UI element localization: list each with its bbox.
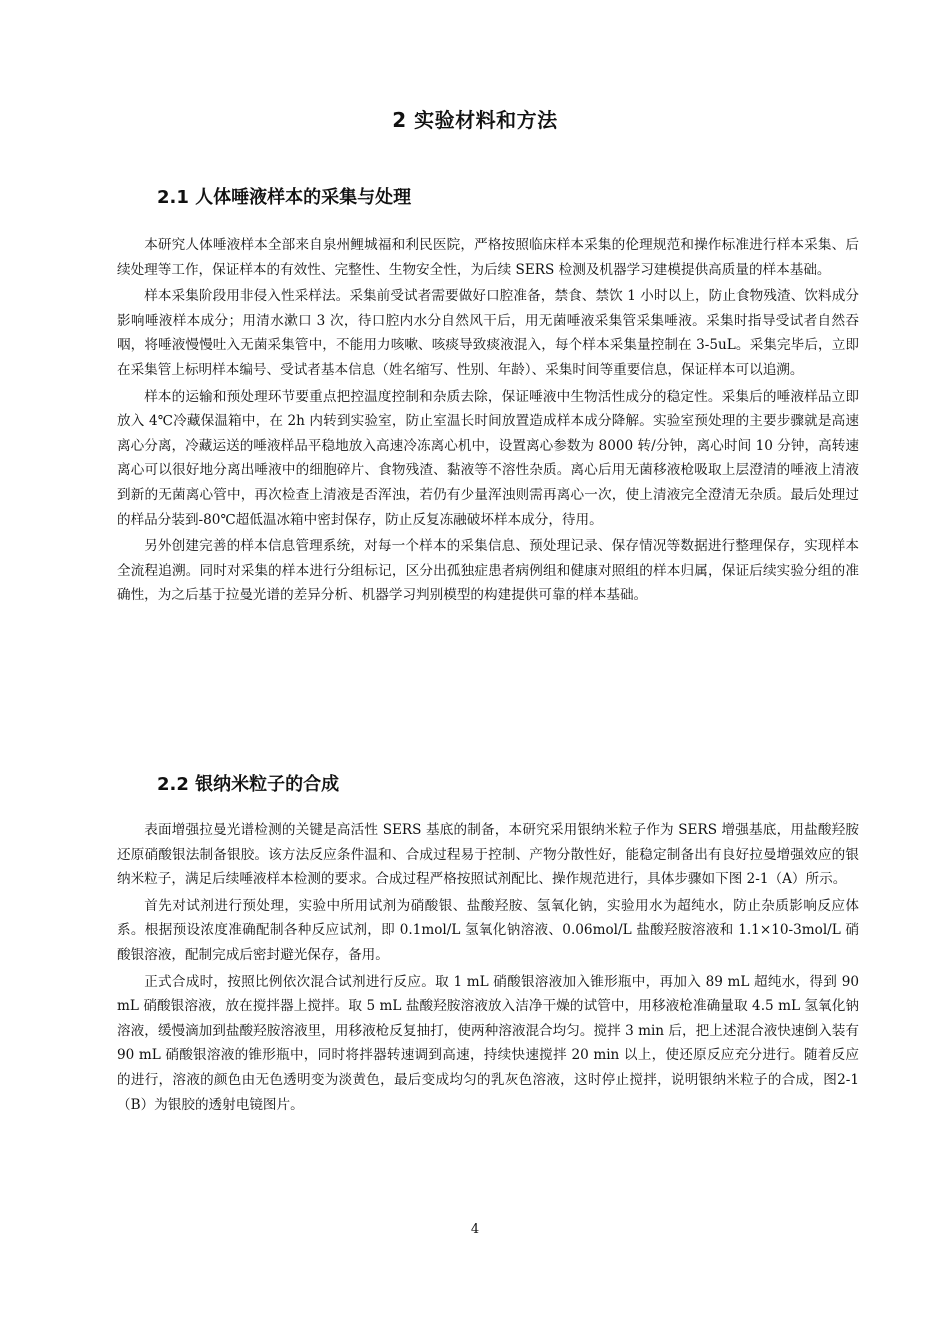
- section-body: [117, 233, 859, 610]
- section-body: [117, 818, 859, 1119]
- body-paragraph: 首先对试剂进行预处理，实验中所用试剂为硝酸银、盐酸羟胺、氢氧化钠，实验用水为超纯水，防止杂质影响反应体系。根据预设浓度准确配制各种反应试剂，即 0.1mol/L 氢氧化钠溶液、0.06mol/L 盐酸羟胺溶液和 1.1×10-3mol/L 硝酸银溶液，配制完成后密封避光保存，备用。: [117, 897, 859, 963]
- body-paragraph: 本研究人体唾液样本全部来自泉州鲤城福和利民医院，严格按照临床样本采集的伦理规范和操作标准进行样本采集、后续处理等工作，保证样本的有效性、完整性、生物安全性，为后续 SERS 检测及机器学习建模提供高质量的样本基础。: [117, 237, 859, 278]
- page-number: 4: [470, 1222, 480, 1237]
- chapter-title: 2 实验材料和方法: [392, 108, 558, 132]
- body-paragraph: 样本采集阶段用非侵入性采样法。采集前受试者需要做好口腔准备，禁食、禁饮 1 小时以上，防止食物残渣、饮料成分影响唾液样本成分；用清水漱口 3 次，待口腔内水分自然风干后，用无菌唾液采集管采集唾液。采集时指导受试者自然吞咽，将唾液慢慢吐入无菌采集管中，不能用力咳嗽、咳痰导致痰液混入，每个样本采集量控制在 3-5uL。采集完毕后，立即在采集管上标明样本编号、受试者基本信息（姓名缩写、性别、年龄）、采集时间等重要信息，保证样本可以追溯。: [117, 288, 859, 378]
- body-paragraph: 样本的运输和预处理环节要重点把控温度控制和杂质去除，保证唾液中生物活性成分的稳定性。采集后的唾液样品立即放入 4℃冷藏保温箱中，在 2h 内转到实验室，防止室温长时间放置造成样本成分降解。实验室预处理的主要步骤就是高速离心分离，冷藏运送的唾液样品平稳地放入高速冷冻离心机中，设置离心参数为 8000 转/分钟，离心时间 10 分钟，高转速离心可以很好地分离出唾液中的细胞碎片、食物残渣、黏液等不溶性杂质。离心后用无菌移液枪吸取上层澄清的唾液上清液到新的无菌离心管中，再次检查上清液是否浑浊，若仍有少量浑浊则需再离心一次，使上清液完全澄清无杂质。最后处理过的样品分装到-80℃超低温冰箱中密封保存，防止反复冻融破坏样本成分，待用。: [117, 388, 859, 528]
- body-paragraph: 正式合成时，按照比例依次混合试剂进行反应。取 1 mL 硝酸银溶液加入锥形瓶中，再加入 89 mL 超纯水，得到 90 mL 硝酸银溶液，放在搅拌器上搅拌。取 5 mL 盐酸羟胺溶液放入洁净干燥的试管中，用移液枪准确量取 4.5 mL 氢氧化钠溶液，缓慢滴加到盐酸羟胺溶液里，用移液枪反复抽打，使两种溶液混合均匀。搅拌 3 min 后，把上述混合液快速倒入装有 90 mL 硝酸银溶液的锥形瓶中，同时将拌器转速调到高速，持续快速搅拌 20 min 以上，使还原反应充分进行。随着反应的进行，溶液的颜色由无色透明变为淡黄色，最后变成均匀的乳灰色溶液，这时停止搅拌，说明银纳米粒子的合成，图2-1（B）为银胶的透射电镜图片。: [117, 973, 859, 1113]
- section-heading: 2.2 银纳米粒子的合成: [157, 774, 340, 795]
- body-paragraph: 表面增强拉曼光谱检测的关键是高活性 SERS 基底的制备，本研究采用银纳米粒子作为 SERS 增强基底，用盐酸羟胺还原硝酸银法制备银胶。该方法反应条件温和、合成过程易于控制、产物分散性好，能稳定制备出有良好拉曼增强效应的银纳米粒子，满足后续唾液样本检测的要求。合成过程严格按照试剂配比、操作规范进行，具体步骤如下图 2-1（A）所示。: [117, 822, 859, 888]
- body-paragraph: 另外创建完善的样本信息管理系统，对每一个样本的采集信息、预处理记录、保存情况等数据进行整理保存，实现样本全流程追溯。同时对采集的样本进行分组标记，区分出孤独症患者病例组和健康对照组的样本归属，保证后续实验分组的准确性，为之后基于拉曼光谱的差异分析、机器学习判别模型的构建提供可靠的样本基础。: [117, 538, 859, 604]
- section-heading: 2.1 人体唾液样本的采集与处理: [157, 187, 412, 208]
